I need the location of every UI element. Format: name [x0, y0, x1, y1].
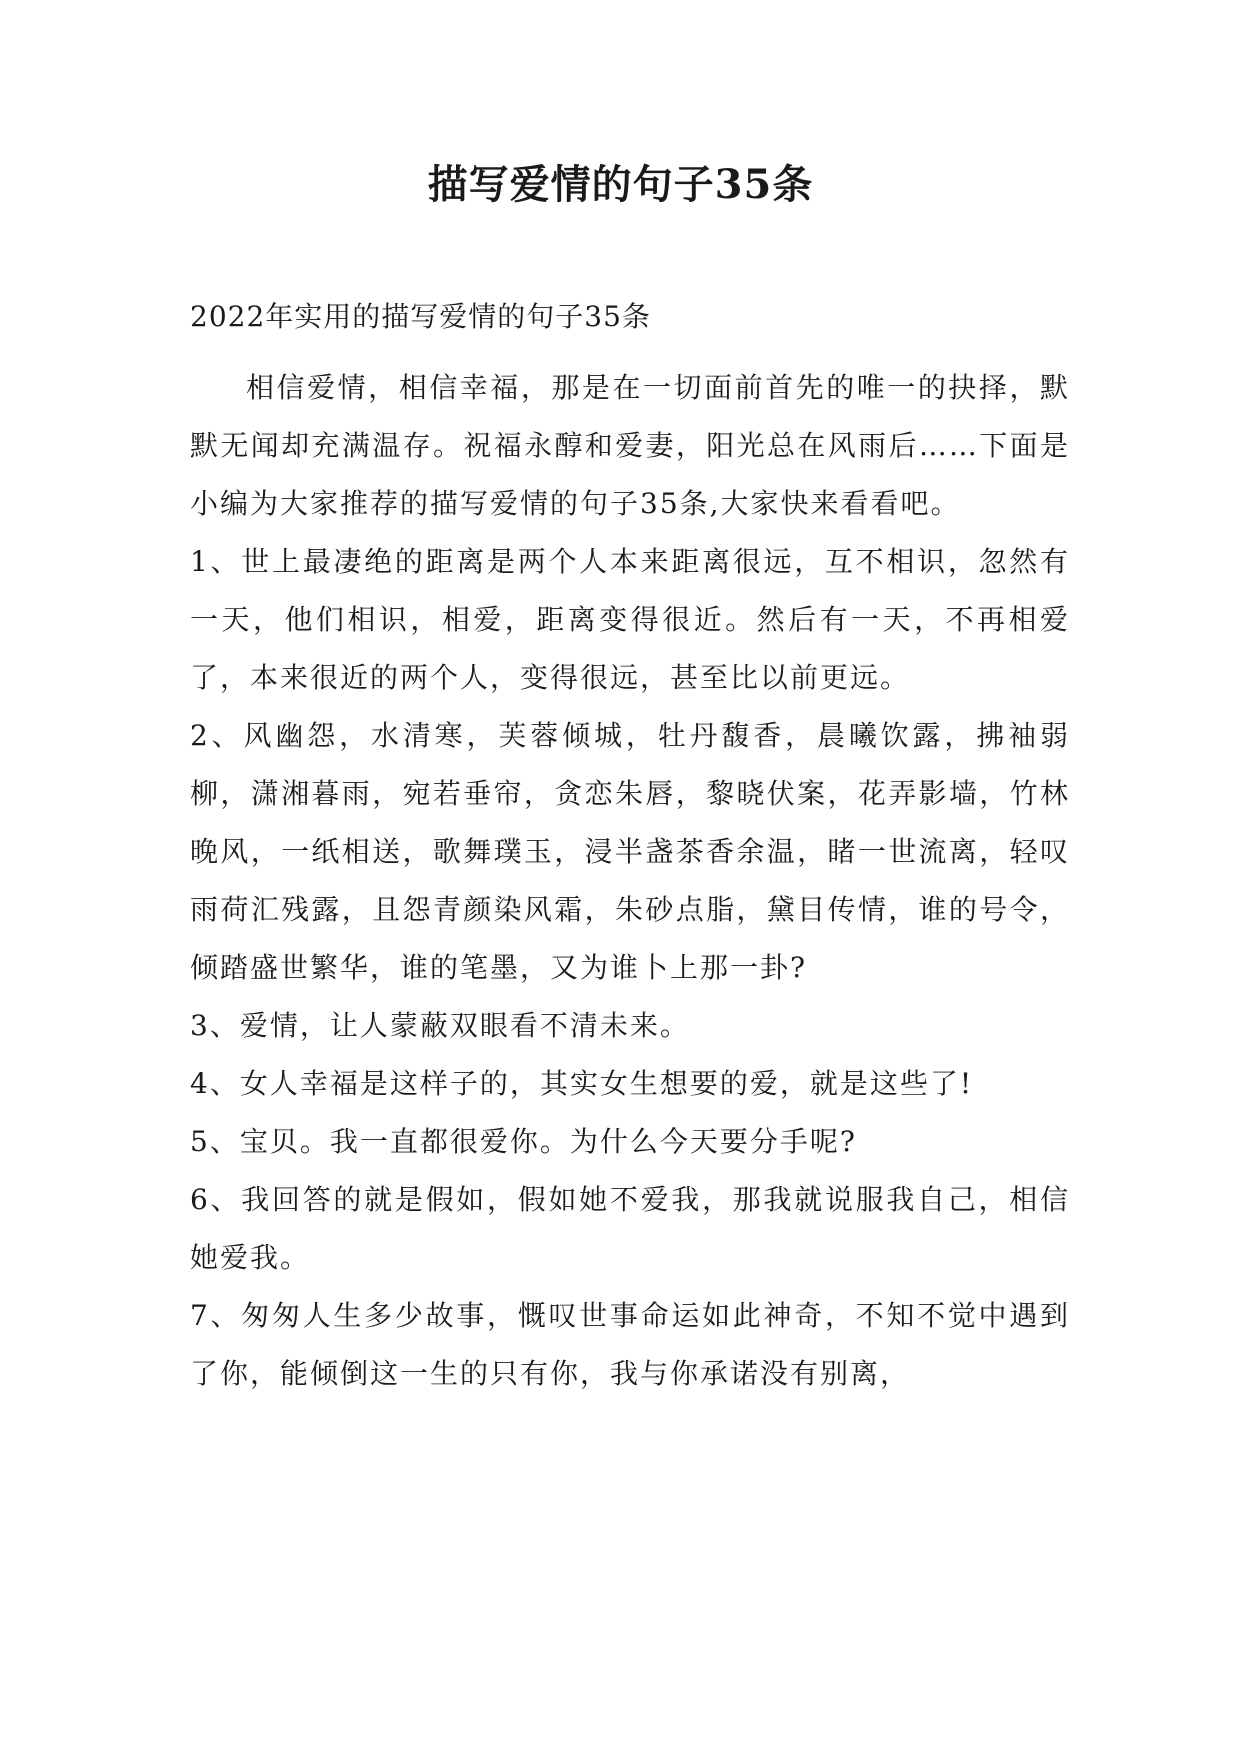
- list-item-1: 1、世上最凄绝的距离是两个人本来距离很远，互不相识，忽然有一天，他们相识，相爱，距离变得很近。然后有一天，不再相爱了，本来很近的两个人，变得很远，甚至比以前更远。: [190, 545, 1070, 694]
- list-item-5: 5、宝贝。我一直都很爱你。为什么今天要分手呢?: [190, 1125, 857, 1158]
- list-item-3: 3、爱情，让人蒙蔽双眼看不清未来。: [190, 1009, 690, 1042]
- list-item-4: 4、女人幸福是这样子的，其实女生想要的爱，就是这些了!: [190, 1067, 974, 1100]
- document-body: [190, 297, 1070, 1403]
- list-item-2: 2、风幽怨，水清寒，芙蓉倾城，牡丹馥香，晨曦饮露，拂袖弱柳，潇湘暮雨，宛若垂帘，贪恋朱唇，黎晓伏案，花弄影墙，竹林晚风，一纸相送，歌舞璞玉，浸半盏茶香余温，睹一世流离，轻叹雨荷汇残露，且怨青颜染风霜，朱砂点脂，黛目传情，谁的号令，倾踏盛世繁华，谁的笔墨，又为谁卜上那一卦?: [190, 719, 1070, 984]
- document-title: 描写爱情的句子35条: [427, 161, 814, 208]
- intro-paragraph: 相信爱情，相信幸福，那是在一切面前首先的唯一的抉择，默默无闻却充满温存。祝福永醇和爱妻，阳光总在风雨后……下面是小编为大家推荐的描写爱情的句子35条,大家快来看看吧。: [190, 371, 1070, 520]
- list-item-6: 6、我回答的就是假如，假如她不爱我，那我就说服我自己，相信她爱我。: [190, 1183, 1070, 1274]
- document-subtitle: 2022年实用的描写爱情的句子35条: [190, 300, 651, 333]
- list-item-7: 7、匆匆人生多少故事，慨叹世事命运如此神奇，不知不觉中遇到了你，能倾倒这一生的只有你，我与你承诺没有别离，: [190, 1299, 1070, 1390]
